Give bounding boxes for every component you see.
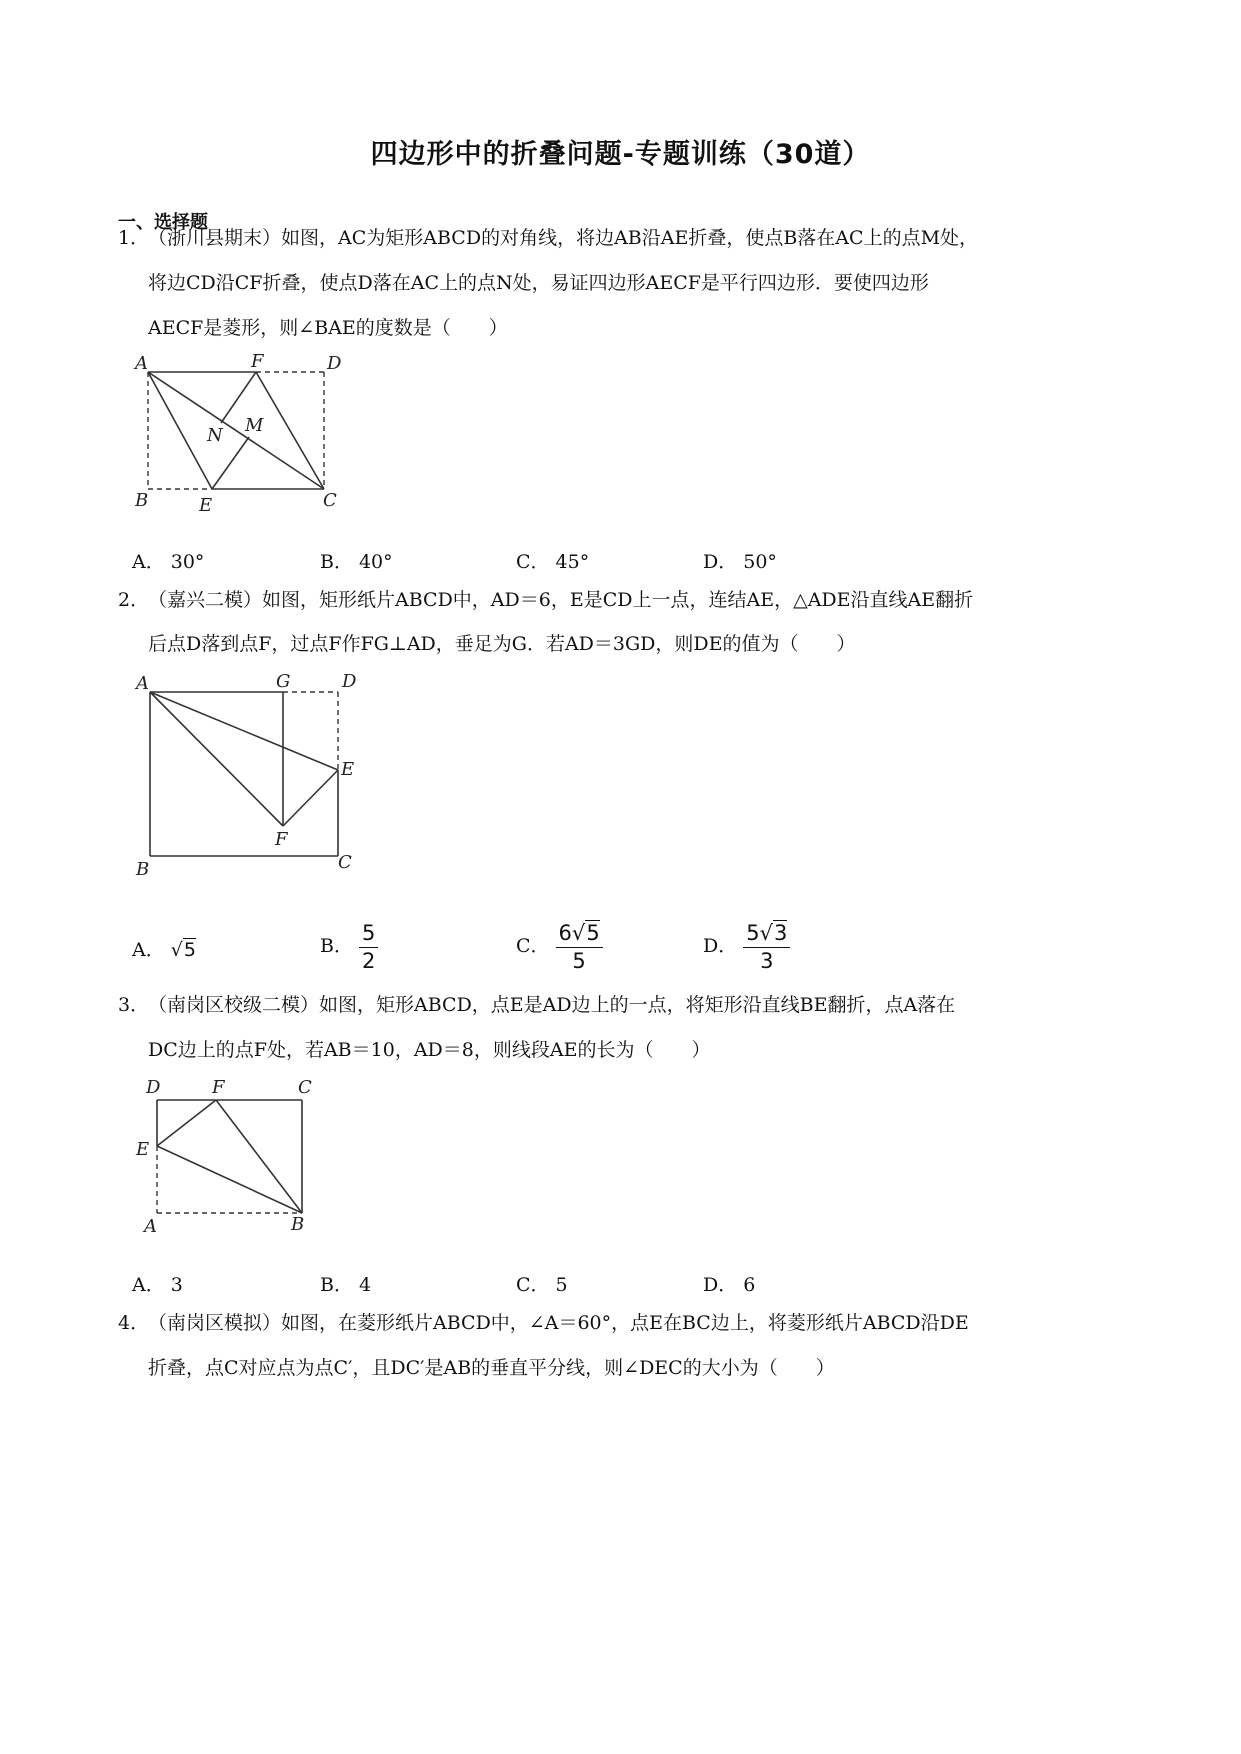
label-b: B xyxy=(291,1214,305,1235)
question-2-option-d: D． $\frac{5√3}{3}$ xyxy=(703,920,790,974)
question-number: 3． xyxy=(118,994,150,1016)
section-heading: 一、选择题 xyxy=(118,212,208,233)
label-m: M xyxy=(245,415,264,436)
question-3-figure xyxy=(128,1074,328,1239)
question-1-figure xyxy=(128,350,358,520)
label-d: D xyxy=(146,1077,161,1098)
question-number: 2． xyxy=(118,589,150,611)
segment-eb xyxy=(157,1146,302,1213)
question-4-line-2: 折叠，点C对应点为点C′，且DC′是AB的垂直平分线，则∠DEC的大小为（ ） xyxy=(148,1357,835,1379)
segment-af xyxy=(150,692,283,826)
segment-ae xyxy=(150,692,338,770)
segment-fb xyxy=(216,1100,302,1213)
question-2-option-b: B． $\frac{5}{2}$ xyxy=(320,920,378,974)
label-n: N xyxy=(207,425,223,446)
question-text: （嘉兴二模）如图，矩形纸片ABCD中，AD＝6，E是CD上一点，连结AE，△ADE沿直线AE翻折 xyxy=(148,589,974,611)
question-text: （南岗区校级二模）如图，矩形ABCD，点E是AD边上的一点，将矩形沿直线BE翻折，点A落在 xyxy=(148,994,956,1016)
question-2-figure xyxy=(128,668,368,886)
question-1-line-3: AECF是菱形，则∠BAE的度数是（ ） xyxy=(148,317,508,339)
question-3-option-a: A． 3 xyxy=(132,1274,183,1296)
question-1-line-1 xyxy=(118,226,978,250)
question-number: 1． xyxy=(118,227,150,249)
question-3-line-1 xyxy=(118,993,955,1017)
question-number: 4． xyxy=(118,1312,150,1334)
diagonal-ac xyxy=(148,372,324,489)
question-1-option-d: D． 50° xyxy=(703,551,777,573)
question-2-option-c: C． $\frac{6√5}{5}$ xyxy=(516,920,603,974)
label-f: F xyxy=(275,829,288,850)
label-a: A xyxy=(135,353,148,374)
label-f: F xyxy=(212,1077,225,1098)
segment-fe xyxy=(283,770,338,826)
label-c: C xyxy=(298,1077,312,1098)
label-b: B xyxy=(135,490,149,511)
question-3-option-d: D． 6 xyxy=(703,1274,756,1296)
label-c: C xyxy=(338,852,352,873)
label-d: D xyxy=(327,353,342,374)
label-f: F xyxy=(251,351,264,372)
question-4-line-1 xyxy=(118,1311,969,1335)
page-title: 四边形中的折叠问题-专题训练（30道） xyxy=(370,139,871,170)
question-2-option-a: A． √5 xyxy=(132,939,196,961)
segment-ef xyxy=(157,1100,216,1146)
question-1-option-a: A． 30° xyxy=(132,551,205,573)
question-1-option-b: B． 40° xyxy=(320,551,393,573)
label-e: E xyxy=(341,759,355,780)
label-e: E xyxy=(136,1139,150,1160)
label-c: C xyxy=(323,490,337,511)
segment-ae xyxy=(148,372,212,489)
question-1-line-2: 将边CD沿CF折叠，使点D落在AC上的点N处，易证四边形AECF是平行四边形．要使四边形 xyxy=(148,272,929,294)
label-a: A xyxy=(144,1216,157,1237)
question-1-option-c: C． 45° xyxy=(516,551,590,573)
question-3-option-b: B． 4 xyxy=(320,1274,372,1296)
question-3-line-2: DC边上的点F处，若AB＝10，AD＝8，则线段AE的长为（ ） xyxy=(148,1039,711,1061)
label-g: G xyxy=(276,671,291,692)
question-2-line-1 xyxy=(118,588,973,612)
label-a: A xyxy=(136,673,149,694)
question-3-option-c: C． 5 xyxy=(516,1274,568,1296)
question-2-line-2: 后点D落到点F，过点F作FG⊥AD，垂足为G．若AD＝3GD，则DE的值为（ ） xyxy=(148,633,856,655)
label-d: D xyxy=(342,671,357,692)
question-text: （南岗区模拟）如图，在菱形纸片ABCD中，∠A＝60°，点E在BC边上，将菱形纸片ABCD沿DE xyxy=(148,1312,969,1334)
label-e: E xyxy=(199,495,213,516)
segment-fc xyxy=(256,372,324,489)
question-text: （浙川县期末）如图，AC为矩形ABCD的对角线，将边AB沿AE折叠，使点B落在AC上的点M处， xyxy=(148,227,979,249)
label-b: B xyxy=(136,859,150,880)
